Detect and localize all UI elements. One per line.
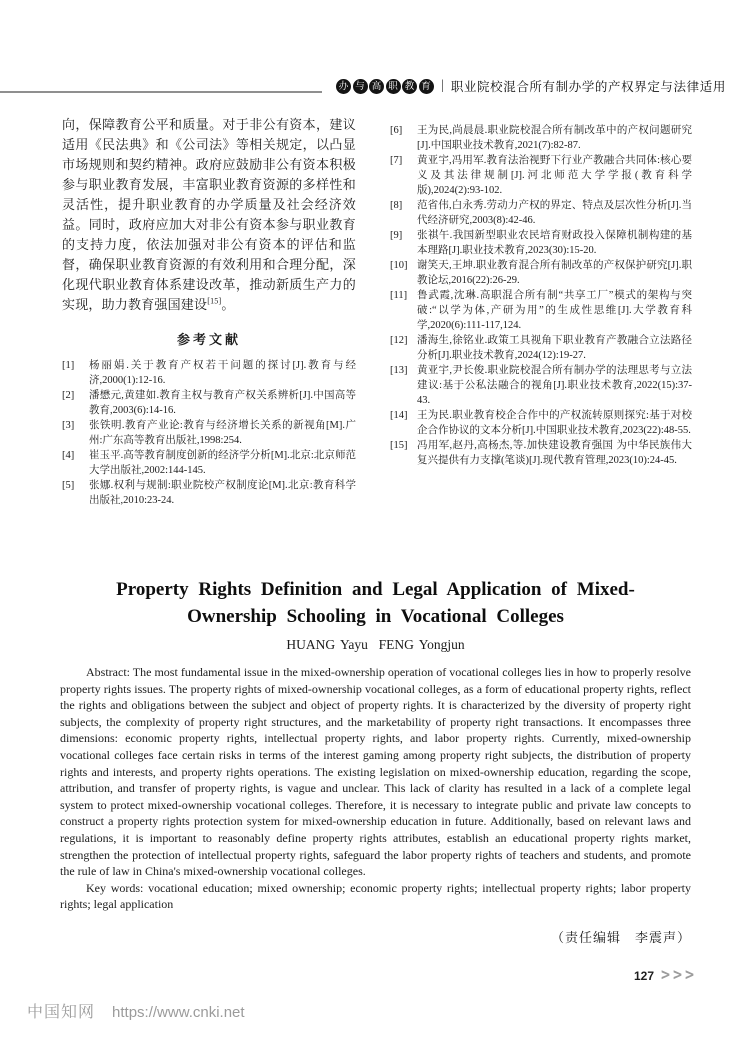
references-list-right xyxy=(390,123,692,468)
reference-text: 王为民.职业教育校企合作中的产权流转原则探究:基于对校企合作协议的文本分析[J].中国职业技术教育,2023(22):48-55. xyxy=(417,410,692,436)
column-badge-char: 高 xyxy=(369,79,384,94)
reference-text: 谢笑天,王坤.职业教育混合所有制改革的产权保护研究[J].职教论坛,2016(22):26-29. xyxy=(417,260,692,286)
column-badge-char: 办 xyxy=(336,79,351,94)
references-list-left xyxy=(62,358,356,508)
reference-number: [11] xyxy=(390,290,408,301)
page-header xyxy=(336,76,726,96)
reference-number: [9] xyxy=(390,230,403,241)
editor-note: （责任编辑 李震声） xyxy=(550,929,691,945)
reference-item xyxy=(62,448,356,478)
abstract-paragraph xyxy=(60,664,691,880)
abstract-label: Abstract: xyxy=(86,665,133,679)
english-section xyxy=(60,576,691,946)
paragraph-text: 向，保障教育公平和质量。对于非公有资本，建议适用《民法典》和《公司法》等相关规定，以凸显市场规则和契约精神。政府应鼓励非公有资本积极参与职业教育发展，丰富职业教育资源的多样性和灵活性，提升职业教育的办学质量及社会经济效益。同时，政府应加大对非公有资本参与职业教育的支持力度，依法加强对非公有资本的评估和监督，确保职业教育资源的有效利用和合理分配，深化现代职业教育体系建设改革，推动新质生产力的实现，助力教育强国建设 xyxy=(62,117,356,312)
column-badge-char: 育 xyxy=(419,79,434,94)
body-paragraph xyxy=(62,115,356,315)
reference-text: 杨丽娟.关于教育产权若干问题的探讨[J].教育与经济,2000(1):12-16. xyxy=(89,360,356,386)
column-badge-char: 与 xyxy=(353,79,368,94)
chevrons-icon: >>> xyxy=(661,963,698,985)
reference-item xyxy=(390,408,692,438)
reference-number: [6] xyxy=(390,125,403,136)
reference-item xyxy=(390,288,692,333)
column-badge-char: 教 xyxy=(402,79,417,94)
reference-number: [4] xyxy=(62,450,75,461)
reference-number: [13] xyxy=(390,365,408,376)
english-title-line2: Ownership Schooling in Vocational Colleges xyxy=(187,606,564,627)
reference-item xyxy=(390,153,692,198)
reference-text: 潘懋元,黄建如.教育主权与教育产权关系辨析[J].中国高等教育,2003(6):14-16. xyxy=(89,390,356,416)
reference-text: 崔玉平.高等教育制度创新的经济学分析[M].北京:北京师范大学出版社,2002:144-145. xyxy=(89,450,356,476)
cnki-brand: 中国知网 xyxy=(27,1004,96,1021)
cnki-watermark xyxy=(27,999,245,1022)
keywords-paragraph xyxy=(60,880,691,913)
keywords-text: vocational education; mixed ownership; economic property rights; intellectual property rights; labor property rights; legal application xyxy=(60,880,691,912)
reference-item xyxy=(62,418,356,448)
reference-text: 王为民,尚晨晨.职业院校混合所有制改革中的产权问题研究[J].中国职业技术教育,2021(7):82-87. xyxy=(417,125,692,151)
reference-number: [12] xyxy=(390,335,408,346)
reference-item xyxy=(62,388,356,418)
reference-item xyxy=(390,438,692,468)
left-column xyxy=(62,115,356,508)
reference-text: 冯用军,赵丹,高杨杰,等.加快建设教育强国 为中华民族伟大复兴提供有力支撑(笔谈)[J].现代教育管理,2023(10):24-45. xyxy=(417,440,692,466)
header-separator: | xyxy=(441,78,444,93)
reference-item xyxy=(390,228,692,258)
reference-number: [10] xyxy=(390,260,408,271)
page-number: 127 xyxy=(634,969,655,983)
running-title: 职业院校混合所有制办学的产权界定与法律适用 xyxy=(450,80,726,94)
reference-item xyxy=(390,258,692,288)
reference-number: [3] xyxy=(62,420,75,431)
keywords-label: Key words: xyxy=(86,880,149,895)
reference-number: [5] xyxy=(62,480,75,491)
reference-number: [14] xyxy=(390,410,408,421)
column-badge-char: 职 xyxy=(386,79,401,94)
reference-text: 黄亚宇,尹长俊.职业院校混合所有制办学的法理思考与立法建议:基于公私法融合的视角[J].职业技术教育,2022(15):37-43. xyxy=(417,365,692,406)
reference-text: 张娜.权利与规制:职业院校产权制度论[M].北京:教育科学出版社,2010:23-24. xyxy=(89,480,356,506)
english-title-line1: Property Rights Definition and Legal Application of Mixed- xyxy=(116,579,635,600)
abstract-text: The most fundamental issue in the mixed-ownership operation of vocational colleges lies in how to properly resolve property rights issues. The property rights of mixed-ownership vocational colleges, as a form of educational property rights, reflect the rights and obligations between the subject and object of property rights. It is characterized by the diversity of property right subjects, the complexity of property right structures, and the marketability of property right transactions. It encompasses three dimensions: economic property rights, intellectual property rights, and labor property rights. Currently, mixed-ownership vocational colleges face certain risks in terms of the interest gaming among property right subjects, the distribution of property rights and interests, and property rights operations. The existing legislation on mixed-ownership education, regarding the scope, attribution, and transfer of property rights, is vague and unclear. This lack of clarity has resulted in a lack of a complete legal system to protect mixed-ownership vocational colleges. Therefore, it is necessary to integrate public and private law concepts to construct a property rights protection system for mixed-ownership education in future. Additionally, based on relevant laws and regulations, it is important to reasonably define property rights attributes, establish an educational property rights market, strengthen the protection of intellectual property rights, safeguard the labor property rights of teachers and students, and promote the rule of law in China's mixed-ownership vocational colleges. xyxy=(60,665,691,879)
paragraph-period: 。 xyxy=(221,297,235,312)
reference-item xyxy=(62,358,356,388)
reference-item xyxy=(390,123,692,153)
reference-text: 黄亚宇,冯用军.教育法治视野下行业产教融合共同体:核心要义及其法律规制[J].河北师范大学学报(教育科学版),2024(2):93-102. xyxy=(417,155,692,196)
citation-superscript: [15] xyxy=(207,296,222,306)
reference-text: 鲁武霞,沈琳.高职混合所有制“共享工厂”模式的架构与突破:“以学为体,产研为用”的生成性思维[J].大学教育科学,2020(6):111-117,124. xyxy=(417,290,692,331)
reference-number: [8] xyxy=(390,200,403,211)
reference-number: [15] xyxy=(390,440,408,451)
reference-text: 张铁明.教育产业论:教育与经济增长关系的新视角[M].广州:广东高等教育出版社,1998:254. xyxy=(89,420,356,446)
reference-number: [1] xyxy=(62,360,75,371)
reference-text: 潘海生,徐铭业.政策工具视角下职业教育产教融合立法路径分析[J].职业技术教育,2024(12):19-27. xyxy=(417,335,692,361)
reference-number: [7] xyxy=(390,155,403,166)
authors: HUANG Yayu FENG Yongjun xyxy=(286,637,465,652)
reference-text: 范省伟,白永秀.劳动力产权的界定、特点及层次性分析[J].当代经济研究,2003(8):42-46. xyxy=(417,200,692,226)
right-column xyxy=(390,123,692,468)
cnki-url: https://www.cnki.net xyxy=(112,1004,245,1021)
reference-item xyxy=(390,333,692,363)
reference-item xyxy=(390,363,692,408)
english-title xyxy=(60,576,691,630)
references-heading: 参考文献 xyxy=(176,332,241,347)
header-rule xyxy=(0,91,322,93)
reference-number: [2] xyxy=(62,390,75,401)
reference-item xyxy=(390,198,692,228)
reference-text: 张祺午.我国新型职业农民培育财政投入保障机制构建的基本理路[J].职业技术教育,2023(30):15-20. xyxy=(417,230,692,256)
reference-item xyxy=(62,478,356,508)
